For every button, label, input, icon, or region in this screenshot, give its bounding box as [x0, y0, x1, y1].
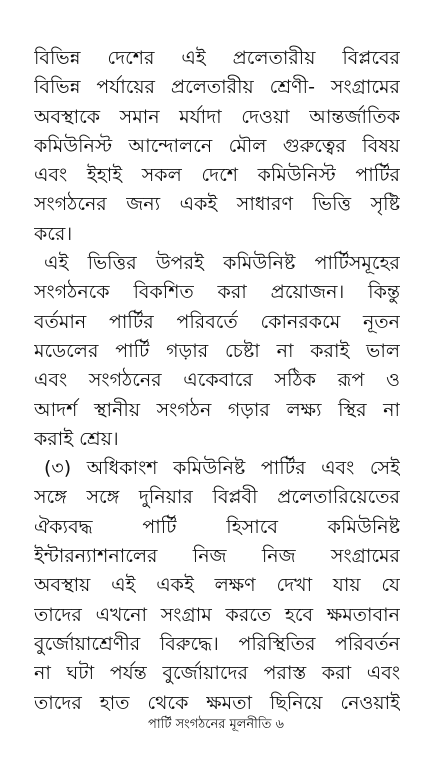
text-line-4: কমিউনিস্ট আন্দোলনে মৌল গুরুত্বের বিষয় [34, 134, 400, 157]
text-line-9: সংগঠনকে বিকশিত করা প্রয়োজন। কিন্তু [34, 281, 400, 304]
text-line-14: করাই শ্রেয়। [34, 427, 119, 450]
text-line-20: তাদের এখনো সংগ্রাম করতে হবে ক্ষমতাবান [34, 603, 400, 626]
text-line-19: অবস্থায় এই একই লক্ষণ দেখা যায় যে [34, 574, 400, 597]
text-line-23: তাদের হাত থেকে ক্ষমতা ছিনিয়ে নেওয়াই [34, 691, 400, 714]
text-line-1: বিভিন্ন দেশের এই প্রলেতারীয় বিপ্লবের [34, 47, 400, 69]
text-line-15: (৩) অধিকাংশ কমিউনিষ্ট পার্টির এবং সেই [44, 457, 400, 480]
text-line-8: এই ভিত্তির উপরই কমিউনিষ্ট পার্টিসমূহের [44, 252, 400, 275]
running-title: পার্টি সংগঠনের মূলনীতি ৬ [148, 717, 284, 732]
text-line-2: বিভিন্ন পর্যায়ের প্রলেতারীয় শ্রেণী- সংগ্রামের [34, 76, 400, 99]
text-line-7: করে। [34, 222, 73, 245]
body-text [34, 44, 400, 718]
text-line-3: অবস্থাকে সমান মর্যাদা দেওয়া আন্তর্জাতিক [34, 105, 400, 128]
text-line-21: বুর্জোয়াশ্রেণীর বিরুদ্ধে। পরিস্থিতির পরিবর্তন [34, 632, 400, 655]
text-line-11: মডেলের পার্টি গড়ার চেষ্টা না করাই ভাল [34, 339, 400, 362]
text-line-17: ঐক্যবদ্ধ পার্টি হিসাবে কমিউনিষ্ট [34, 515, 400, 538]
text-line-5: এবং ইহাই সকল দেশে কমিউনিস্ট পার্টির [34, 164, 400, 187]
text-line-10: বর্তমান পার্টির পরিবর্তে কোনরকমে নূতন [34, 310, 400, 333]
text-line-22: না ঘটা পর্যন্ত বুর্জোয়াদের পরাস্ত করা এবং [34, 662, 400, 685]
text-line-6: সংগঠনের জন্য একই সাধারণ ভিত্তি সৃষ্টি [34, 193, 400, 216]
page-footer [0, 716, 432, 734]
text-line-18: ইন্টারন্যাশনালের নিজ নিজ সংগ্রামের [34, 545, 400, 568]
text-line-13: আদর্শ স্থানীয় সংগঠন গড়ার লক্ষ্য স্থির না [34, 398, 400, 421]
text-line-12: এবং সংগঠনের একেবারে সঠিক রূপ ও [34, 369, 400, 392]
text-line-16: সঙ্গে সঙ্গে দুনিয়ার বিপ্লবী প্রলেতারিয়েতের [34, 486, 400, 509]
